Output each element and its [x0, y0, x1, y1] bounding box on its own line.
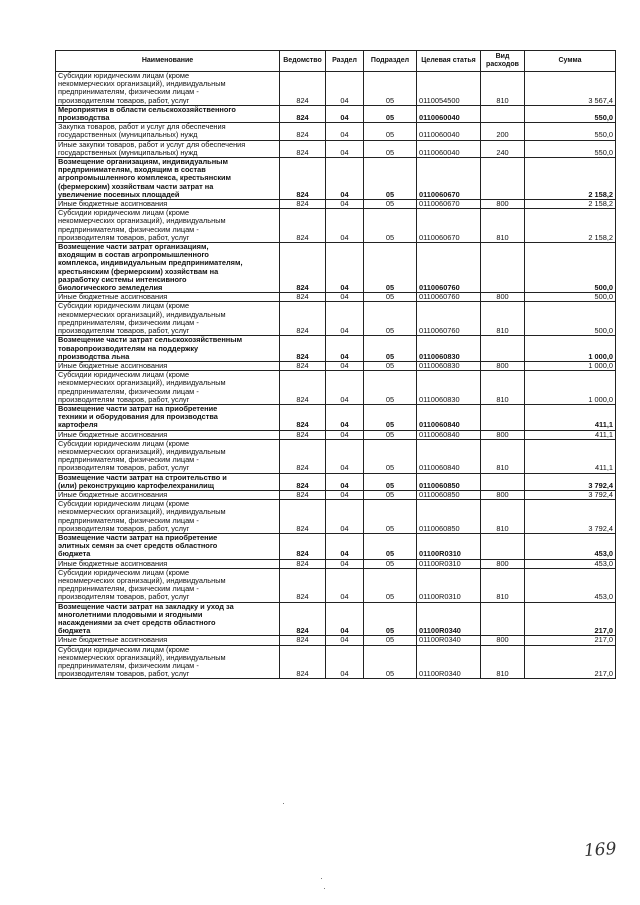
cell-expense-type: 810 [481, 645, 525, 679]
cell-sum: 550,0 [525, 105, 616, 122]
cell-vedomstvo: 824 [280, 645, 326, 679]
cell-razdel: 04 [326, 209, 364, 243]
cell-target-article: 0110060760 [417, 293, 481, 302]
cell-expense-type: 810 [481, 500, 525, 534]
cell-expense-type: 800 [481, 361, 525, 370]
cell-target-article: 01100R0340 [417, 645, 481, 679]
cell-vedomstvo: 824 [280, 158, 326, 200]
cell-target-article: 0110060760 [417, 302, 481, 336]
cell-expense-type: 200 [481, 123, 525, 140]
cell-expense-type: 800 [481, 293, 525, 302]
cell-target-article: 0110060040 [417, 105, 481, 122]
cell-sum: 3 567,4 [525, 72, 616, 106]
table-row [56, 500, 616, 534]
cell-name: Субсидии юридическим лицам (кроме некоммерческих организаций), индивидуальным предпринимателям, физическим лицам - производителям товаров, работ, услуг [56, 371, 280, 405]
cell-name: Субсидии юридическим лицам (кроме некоммерческих организаций), индивидуальным предпринимателям, физическим лицам - производителям товаров, работ, услуг [56, 568, 280, 602]
cell-sum: 3 792,4 [525, 490, 616, 499]
cell-podrazdel: 05 [364, 533, 417, 559]
cell-vedomstvo: 824 [280, 209, 326, 243]
cell-target-article: 0110060760 [417, 243, 481, 293]
cell-podrazdel: 05 [364, 439, 417, 473]
cell-name: Субсидии юридическим лицам (кроме некоммерческих организаций), индивидуальным предпринимателям, физическим лицам - производителям товаров, работ, услуг [56, 645, 280, 679]
cell-target-article: 0110060040 [417, 123, 481, 140]
cell-expense-type [481, 243, 525, 293]
cell-vedomstvo: 824 [280, 140, 326, 157]
cell-target-article: 0110060830 [417, 361, 481, 370]
cell-sum: 217,0 [525, 645, 616, 679]
cell-sum: 411,1 [525, 404, 616, 430]
cell-sum: 1 000,0 [525, 336, 616, 362]
cell-name: Иные бюджетные ассигнования [56, 490, 280, 499]
cell-sum: 500,0 [525, 243, 616, 293]
table-row [56, 302, 616, 336]
cell-razdel: 04 [326, 602, 364, 636]
cell-vedomstvo: 824 [280, 243, 326, 293]
cell-podrazdel: 05 [364, 158, 417, 200]
cell-sum: 3 792,4 [525, 473, 616, 490]
cell-razdel: 04 [326, 105, 364, 122]
cell-sum: 3 792,4 [525, 500, 616, 534]
cell-expense-type: 800 [481, 636, 525, 645]
table-row [56, 243, 616, 293]
cell-sum: 453,0 [525, 568, 616, 602]
table-row [56, 105, 616, 122]
cell-expense-type [481, 404, 525, 430]
cell-name: Субсидии юридическим лицам (кроме некоммерческих организаций), индивидуальным предпринимателям, физическим лицам - производителям товаров, работ, услуг [56, 72, 280, 106]
cell-razdel: 04 [326, 336, 364, 362]
cell-podrazdel: 05 [364, 404, 417, 430]
cell-razdel: 04 [326, 473, 364, 490]
cell-vedomstvo: 824 [280, 361, 326, 370]
cell-name: Возмещение части затрат на приобретение техники и оборудования для производства картофеля [56, 404, 280, 430]
cell-podrazdel: 05 [364, 243, 417, 293]
cell-expense-type: 810 [481, 209, 525, 243]
table-row [56, 430, 616, 439]
cell-target-article: 01100R0340 [417, 636, 481, 645]
cell-name: Возмещение части затрат организациям, входящим в состав агропромышленного комплекса, индивидуальным предпринимателям, крестьянским (фермерским) хозяйствам на разработку системы интенсивного биологического земледелия [56, 243, 280, 293]
header-vedomstvo: Ведомство [280, 51, 326, 72]
table-row [56, 636, 616, 645]
cell-vedomstvo: 824 [280, 636, 326, 645]
cell-target-article: 01100R0310 [417, 559, 481, 568]
cell-podrazdel: 05 [364, 602, 417, 636]
cell-podrazdel: 05 [364, 568, 417, 602]
cell-podrazdel: 05 [364, 293, 417, 302]
cell-podrazdel: 05 [364, 302, 417, 336]
cell-podrazdel: 05 [364, 500, 417, 534]
cell-sum: 453,0 [525, 559, 616, 568]
cell-razdel: 04 [326, 636, 364, 645]
cell-vedomstvo: 824 [280, 302, 326, 336]
cell-expense-type: 810 [481, 439, 525, 473]
cell-podrazdel: 05 [364, 200, 417, 209]
cell-name: Субсидии юридическим лицам (кроме некоммерческих организаций), индивидуальным предпринимателям, физическим лицам - производителям товаров, работ, услуг [56, 209, 280, 243]
table-row [56, 123, 616, 140]
cell-sum: 550,0 [525, 123, 616, 140]
cell-target-article: 0110060040 [417, 140, 481, 157]
cell-podrazdel: 05 [364, 105, 417, 122]
cell-expense-type: 800 [481, 559, 525, 568]
table-row [56, 602, 616, 636]
cell-target-article: 0110060830 [417, 336, 481, 362]
table-body [56, 72, 616, 679]
cell-vedomstvo: 824 [280, 72, 326, 106]
cell-vedomstvo: 824 [280, 559, 326, 568]
cell-vedomstvo: 824 [280, 336, 326, 362]
cell-target-article: 01100R0310 [417, 568, 481, 602]
cell-name: Мероприятия в области сельскохозяйственного производства [56, 105, 280, 122]
cell-podrazdel: 05 [364, 361, 417, 370]
header-sum: Сумма [525, 51, 616, 72]
cell-vedomstvo: 824 [280, 430, 326, 439]
table-row [56, 158, 616, 200]
cell-vedomstvo: 824 [280, 200, 326, 209]
cell-target-article: 0110060840 [417, 430, 481, 439]
cell-name: Возмещение организациям, индивидуальным предпринимателям, входящим в состав агропромышленного комплекса, крестьянским (фермерским) хозяйствам части затрат на увеличение посевных площадей [56, 158, 280, 200]
cell-name: Субсидии юридическим лицам (кроме некоммерческих организаций), индивидуальным предпринимателям, физическим лицам - производителям товаров, работ, услуг [56, 439, 280, 473]
table-row [56, 645, 616, 679]
cell-expense-type [481, 602, 525, 636]
header-razdel: Раздел [326, 51, 364, 72]
cell-expense-type [481, 105, 525, 122]
cell-name: Возмещение части затрат на строительство и (или) реконструкцию картофелехранилищ [56, 473, 280, 490]
cell-expense-type [481, 158, 525, 200]
scan-speck [283, 803, 284, 804]
table-row [56, 371, 616, 405]
cell-vedomstvo: 824 [280, 404, 326, 430]
cell-target-article: 0110060850 [417, 500, 481, 534]
cell-vedomstvo: 824 [280, 293, 326, 302]
cell-podrazdel: 05 [364, 140, 417, 157]
cell-podrazdel: 05 [364, 636, 417, 645]
cell-name: Иные бюджетные ассигнования [56, 430, 280, 439]
cell-podrazdel: 05 [364, 473, 417, 490]
cell-razdel: 04 [326, 559, 364, 568]
cell-podrazdel: 05 [364, 559, 417, 568]
budget-table [55, 50, 616, 679]
cell-sum: 453,0 [525, 533, 616, 559]
cell-target-article: 0110060850 [417, 473, 481, 490]
page-number: 169 [583, 838, 618, 862]
cell-expense-type: 240 [481, 140, 525, 157]
table-row [56, 336, 616, 362]
cell-sum: 1 000,0 [525, 371, 616, 405]
cell-vedomstvo: 824 [280, 500, 326, 534]
cell-podrazdel: 05 [364, 336, 417, 362]
cell-target-article: 01100R0340 [417, 602, 481, 636]
cell-podrazdel: 05 [364, 645, 417, 679]
table-row [56, 473, 616, 490]
cell-name: Иные бюджетные ассигнования [56, 636, 280, 645]
cell-target-article: 0110060830 [417, 371, 481, 405]
cell-podrazdel: 05 [364, 72, 417, 106]
table-row [56, 533, 616, 559]
cell-sum: 500,0 [525, 293, 616, 302]
cell-sum: 550,0 [525, 140, 616, 157]
cell-razdel: 04 [326, 200, 364, 209]
table-row [56, 140, 616, 157]
cell-name: Иные бюджетные ассигнования [56, 200, 280, 209]
cell-razdel: 04 [326, 568, 364, 602]
cell-podrazdel: 05 [364, 371, 417, 405]
cell-sum: 411,1 [525, 430, 616, 439]
cell-sum: 2 158,2 [525, 158, 616, 200]
cell-name: Иные закупки товаров, работ и услуг для обеспечения государственных (муниципальных) нужд [56, 140, 280, 157]
cell-razdel: 04 [326, 490, 364, 499]
cell-sum: 2 158,2 [525, 209, 616, 243]
cell-expense-type: 800 [481, 430, 525, 439]
cell-sum: 411,1 [525, 439, 616, 473]
cell-vedomstvo: 824 [280, 439, 326, 473]
header-expense-type: Вид расходов [481, 51, 525, 72]
cell-target-article: 01100R0310 [417, 533, 481, 559]
cell-sum: 1 000,0 [525, 361, 616, 370]
header-name: Наименование [56, 51, 280, 72]
cell-name: Субсидии юридическим лицам (кроме некоммерческих организаций), индивидуальным предпринимателям, физическим лицам - производителям товаров, работ, услуг [56, 500, 280, 534]
table-row [56, 439, 616, 473]
scan-speck [324, 888, 325, 889]
cell-sum: 2 158,2 [525, 200, 616, 209]
cell-expense-type: 810 [481, 72, 525, 106]
cell-razdel: 04 [326, 123, 364, 140]
cell-name: Иные бюджетные ассигнования [56, 361, 280, 370]
cell-vedomstvo: 824 [280, 568, 326, 602]
cell-razdel: 04 [326, 439, 364, 473]
cell-sum: 500,0 [525, 302, 616, 336]
cell-razdel: 04 [326, 404, 364, 430]
cell-razdel: 04 [326, 533, 364, 559]
cell-razdel: 04 [326, 72, 364, 106]
cell-podrazdel: 05 [364, 209, 417, 243]
cell-vedomstvo: 824 [280, 105, 326, 122]
cell-name: Иные бюджетные ассигнования [56, 293, 280, 302]
cell-razdel: 04 [326, 158, 364, 200]
table-row [56, 559, 616, 568]
cell-target-article: 0110060850 [417, 490, 481, 499]
scan-speck [321, 878, 322, 879]
cell-podrazdel: 05 [364, 430, 417, 439]
table-row [56, 404, 616, 430]
cell-name: Иные бюджетные ассигнования [56, 559, 280, 568]
cell-expense-type: 810 [481, 371, 525, 405]
cell-vedomstvo: 824 [280, 533, 326, 559]
cell-expense-type: 800 [481, 200, 525, 209]
cell-target-article: 0110054500 [417, 72, 481, 106]
cell-expense-type: 800 [481, 490, 525, 499]
cell-sum: 217,0 [525, 602, 616, 636]
cell-razdel: 04 [326, 293, 364, 302]
cell-vedomstvo: 824 [280, 602, 326, 636]
cell-vedomstvo: 824 [280, 490, 326, 499]
cell-vedomstvo: 824 [280, 123, 326, 140]
cell-podrazdel: 05 [364, 123, 417, 140]
cell-expense-type: 810 [481, 302, 525, 336]
table-row [56, 568, 616, 602]
cell-razdel: 04 [326, 361, 364, 370]
cell-razdel: 04 [326, 302, 364, 336]
cell-target-article: 0110060840 [417, 439, 481, 473]
cell-podrazdel: 05 [364, 490, 417, 499]
cell-target-article: 0110060670 [417, 158, 481, 200]
cell-expense-type: 810 [481, 568, 525, 602]
table-row [56, 209, 616, 243]
cell-name: Закупка товаров, работ и услуг для обеспечения государственных (муниципальных) нужд [56, 123, 280, 140]
cell-vedomstvo: 824 [280, 473, 326, 490]
header-podrazdel: Подраздел [364, 51, 417, 72]
table-header-row [56, 51, 616, 72]
cell-razdel: 04 [326, 430, 364, 439]
cell-target-article: 0110060670 [417, 209, 481, 243]
cell-name: Возмещение части затрат сельскохозяйственным товаропроизводителям на поддержку производства льна [56, 336, 280, 362]
cell-name: Субсидии юридическим лицам (кроме некоммерческих организаций), индивидуальным предпринимателям, физическим лицам - производителям товаров, работ, услуг [56, 302, 280, 336]
cell-razdel: 04 [326, 500, 364, 534]
cell-name: Возмещение части затрат на закладку и уход за многолетними плодовыми и ягодными насаждениями за счет средств областного бюджета [56, 602, 280, 636]
cell-razdel: 04 [326, 140, 364, 157]
cell-razdel: 04 [326, 243, 364, 293]
cell-expense-type [481, 336, 525, 362]
cell-target-article: 0110060840 [417, 404, 481, 430]
cell-vedomstvo: 824 [280, 371, 326, 405]
cell-expense-type [481, 533, 525, 559]
table-row [56, 72, 616, 106]
cell-name: Возмещение части затрат на приобретение элитных семян за счет средств областного бюджета [56, 533, 280, 559]
cell-sum: 217,0 [525, 636, 616, 645]
cell-expense-type [481, 473, 525, 490]
cell-target-article: 0110060670 [417, 200, 481, 209]
cell-razdel: 04 [326, 371, 364, 405]
cell-razdel: 04 [326, 645, 364, 679]
header-target-article: Целевая статья [417, 51, 481, 72]
